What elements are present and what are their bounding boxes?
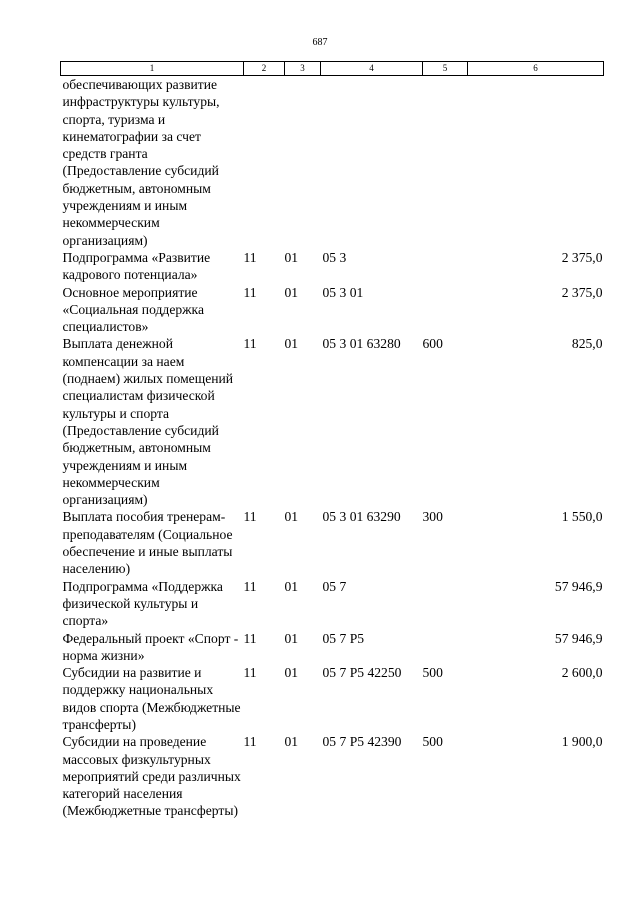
row-section: 11 <box>243 734 257 750</box>
table-row <box>61 630 604 665</box>
row-subsection <box>285 76 321 249</box>
header-row <box>61 62 604 76</box>
row-name: Субсидии на развитие и поддержку национальных видов спорта (Межбюджетные трансферты) <box>62 665 241 732</box>
row-section: 11 <box>243 665 257 681</box>
row-target-article: 05 7 <box>322 578 347 594</box>
row-sum: 2 375,0 <box>561 284 603 300</box>
table-row <box>61 249 604 284</box>
row-sum: 1 900,0 <box>561 734 603 750</box>
row-subsection: 01 <box>284 509 299 525</box>
row-expense-type: 600 <box>422 336 443 352</box>
row-target-article <box>321 76 423 249</box>
row-target-article: 05 3 <box>322 249 347 265</box>
row-subsection: 01 <box>284 336 299 352</box>
row-expense-type: 500 <box>422 665 443 681</box>
row-name: Выплата пособия тренерам-преподавателям (Социальное обеспечение и иные выплаты населению) <box>62 509 233 577</box>
row-sum: 825,0 <box>571 336 603 352</box>
row-name: обеспечивающих развитие инфраструктуры культуры, спорта, туризма и кинематографии за счет средств гранта (Предоставление субсидий бюджетным, автономным учреждениям и иным некоммерческим организациям) <box>62 77 220 248</box>
row-sum: 2 600,0 <box>561 665 603 681</box>
table-row <box>61 578 604 630</box>
row-name: Выплата денежной компенсации за наем (поднаем) жилых помещений специалистам физической культуры и спорта (Предоставление субсидий бюджетным, автономным учреждениям и иным некоммерческим организациям) <box>62 336 234 508</box>
row-section: 11 <box>243 630 257 646</box>
table-body <box>61 76 604 820</box>
row-expense-type: 300 <box>422 509 443 525</box>
row-subsection: 01 <box>284 578 299 594</box>
row-name: Основное мероприятие «Социальная поддержка специалистов» <box>62 284 204 335</box>
row-subsection: 01 <box>284 665 299 681</box>
column-header-3: 3 <box>285 62 321 76</box>
row-expense-type: 500 <box>422 734 443 750</box>
row-name: Подпрограмма «Развитие кадрового потенциала» <box>62 249 211 283</box>
row-name: Субсидии на проведение массовых физкультурных мероприятий среди различных категорий населения (Межбюджетные трансферты) <box>62 734 241 819</box>
column-header-4: 4 <box>321 62 423 76</box>
table-row <box>61 284 604 336</box>
row-subsection: 01 <box>284 249 299 265</box>
row-sum: 57 946,9 <box>554 630 603 646</box>
row-expense-type <box>423 630 468 665</box>
table-row <box>61 508 604 577</box>
row-section: 11 <box>243 578 257 594</box>
row-target-article: 05 3 01 <box>322 284 364 300</box>
column-header-5: 5 <box>423 62 468 76</box>
table-row <box>61 664 604 733</box>
row-expense-type <box>423 76 468 249</box>
table-row <box>61 733 604 819</box>
column-header-2: 2 <box>244 62 285 76</box>
row-target-article: 05 7 P5 <box>322 630 365 646</box>
row-target-article: 05 3 01 63290 <box>322 509 401 525</box>
row-section: 11 <box>243 249 257 265</box>
row-expense-type <box>423 578 468 630</box>
row-sum: 57 946,9 <box>554 578 603 594</box>
row-subsection: 01 <box>284 734 299 750</box>
row-name: Федеральный проект «Спорт - норма жизни» <box>62 630 239 663</box>
row-name: Подпрограмма «Поддержка физической культуры и спорта» <box>62 578 223 629</box>
row-subsection: 01 <box>284 284 299 300</box>
row-section <box>244 76 285 249</box>
row-subsection: 01 <box>284 630 299 646</box>
row-section: 11 <box>243 509 257 525</box>
row-section: 11 <box>243 336 257 352</box>
table-row <box>61 335 604 508</box>
row-section: 11 <box>243 284 257 300</box>
row-target-article: 05 7 P5 42390 <box>322 734 402 750</box>
row-sum: 1 550,0 <box>561 509 603 525</box>
column-header-6: 6 <box>468 62 604 76</box>
page-number: 687 <box>312 37 328 48</box>
row-target-article: 05 7 P5 42250 <box>322 665 402 681</box>
table-row <box>61 76 604 249</box>
table-header <box>61 62 604 76</box>
row-expense-type <box>423 284 468 336</box>
row-sum: 2 375,0 <box>561 249 603 265</box>
column-header-1: 1 <box>61 62 244 76</box>
row-sum <box>468 76 604 249</box>
row-target-article: 05 3 01 63280 <box>322 336 401 352</box>
row-expense-type <box>423 249 468 284</box>
budget-table <box>60 61 604 820</box>
